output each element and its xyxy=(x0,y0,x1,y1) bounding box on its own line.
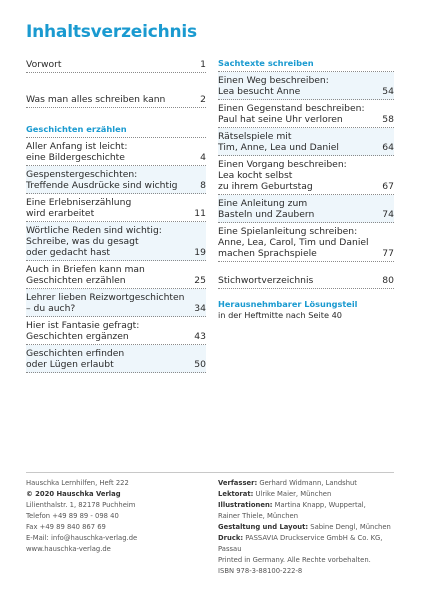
toc-entry[interactable] xyxy=(218,100,394,128)
toc-entry-page: 19 xyxy=(194,247,206,258)
toc-entry[interactable] xyxy=(26,261,206,289)
toc-entry-title: Einen Gegenstand beschreiben: Paul hat seine Uhr verloren xyxy=(218,103,365,125)
page-title: Inhaltsverzeichnis xyxy=(26,22,197,42)
toc-list-right xyxy=(218,72,394,289)
imprint-divider xyxy=(26,472,394,473)
toc-entry[interactable] xyxy=(218,128,394,156)
toc-entry-title: Was man alles schreiben kann xyxy=(26,94,166,105)
section-heading-sachtexte: Sachtexte schreiben xyxy=(218,56,394,72)
toc-entry-title: Einen Vorgang beschreiben: Lea kocht selbst zu ihrem Geburtstag xyxy=(218,159,347,192)
toc-entry[interactable] xyxy=(218,156,394,195)
imprint-line: Telefon +49 89 89 - 098 40 xyxy=(26,512,119,520)
toc-entry-title: Eine Anleitung zum Basteln und Zaubern xyxy=(218,198,315,220)
toc-entry-page: 54 xyxy=(382,86,394,97)
toc-entry[interactable] xyxy=(26,289,206,317)
toc-entry-page: 64 xyxy=(382,142,394,153)
toc-entry[interactable] xyxy=(26,91,206,108)
solutions-note-text: in der Heftmitte nach Seite 40 xyxy=(218,309,342,320)
toc-entry-title: Aller Anfang ist leicht: eine Bildergeschichte xyxy=(26,141,128,163)
imprint-line: Lilienthalstr. 1, 82178 Puchheim xyxy=(26,501,136,509)
solutions-note-title: Herausnehmbarer Lösungsteil xyxy=(218,299,358,309)
imprint-line: Rainer Thiele, München xyxy=(218,512,299,520)
toc-list-left xyxy=(26,138,206,373)
toc-entry-page: 67 xyxy=(382,181,394,192)
toc-entry-title: Rätselspiele mit Tim, Anne, Lea und Daniel xyxy=(218,131,339,153)
imprint-line: Hauschka Lernhilfen, Heft 222 xyxy=(26,479,129,487)
toc-entry-page: 2 xyxy=(200,94,206,105)
toc-left-column xyxy=(26,56,206,373)
toc-entry-title: Geschichten erfinden oder Lügen erlaubt xyxy=(26,348,125,370)
toc-entry-page: 8 xyxy=(200,180,206,191)
toc-entry-title: Gespenstergeschichten: Treffende Ausdrücke sind wichtig xyxy=(26,169,178,191)
toc-entry-title: Wörtliche Reden sind wichtig: Schreibe, was du gesagt oder gedacht hast xyxy=(26,225,162,258)
toc-entry-title: Lehrer lieben Reizwortgeschichten – du auch? xyxy=(26,292,185,314)
toc-entry-page: 1 xyxy=(200,59,206,70)
toc-entry-page: 34 xyxy=(194,303,206,314)
toc-entry-page: 77 xyxy=(382,248,394,259)
imprint-line: © 2020 Hauschka Verlag xyxy=(26,490,121,498)
toc-entry-title: Eine Spielanleitung schreiben: Anne, Lea, Carol, Tim und Daniel machen Sprachspiele xyxy=(218,226,369,259)
toc-entry-page: 74 xyxy=(382,209,394,220)
toc-entry[interactable] xyxy=(218,195,394,223)
toc-entry[interactable] xyxy=(218,272,394,289)
toc-entry[interactable] xyxy=(218,72,394,100)
toc-entry[interactable] xyxy=(218,223,394,262)
imprint-line: E-Mail: info@hauschka-verlag.de xyxy=(26,534,138,542)
toc-entry-title: Vorwort xyxy=(26,59,62,70)
toc-entry-page: 43 xyxy=(194,331,206,342)
toc-entry-page: 4 xyxy=(200,152,206,163)
imprint-line: ISBN 978-3-88100-222-8 xyxy=(218,567,303,575)
toc-entry-title: Stichwortverzeichnis xyxy=(218,275,314,286)
toc-entry-title: Hier ist Fantasie gefragt: Geschichten ergänzen xyxy=(26,320,140,342)
imprint-publisher xyxy=(26,478,206,555)
toc-entry-page: 80 xyxy=(382,275,394,286)
toc-right-column xyxy=(218,56,394,320)
toc-entry-title: Eine Erlebniserzählung wird erarbeitet xyxy=(26,197,132,219)
section-heading-geschichten: Geschichten erzählen xyxy=(26,122,206,138)
toc-entry-page: 25 xyxy=(194,275,206,286)
toc-entry[interactable] xyxy=(26,345,206,373)
imprint-line: Printed in Germany. Alle Rechte vorbehalten. xyxy=(218,556,371,564)
imprint-line: Verfasser: Gerhard Widmann, Landshut xyxy=(218,479,357,487)
toc-entry[interactable] xyxy=(26,138,206,166)
toc-entry[interactable] xyxy=(26,194,206,222)
toc-entry-title: Einen Weg beschreiben: Lea besucht Anne xyxy=(218,75,329,97)
toc-entry[interactable] xyxy=(26,222,206,261)
toc-entry[interactable] xyxy=(26,317,206,345)
imprint-line: Lektorat: Ulrike Maier, München xyxy=(218,490,332,498)
toc-entry-page: 11 xyxy=(194,208,206,219)
toc-entry-title: Auch in Briefen kann man Geschichten erzählen xyxy=(26,264,145,286)
imprint-line: Fax +49 89 840 867 69 xyxy=(26,523,106,531)
imprint-line: www.hauschka-verlag.de xyxy=(26,545,111,553)
toc-entry-page: 50 xyxy=(194,359,206,370)
solutions-note xyxy=(218,299,394,320)
imprint-line: Druck: PASSAVIA Druckservice GmbH & Co. KG, Passau xyxy=(218,534,383,553)
toc-entry[interactable] xyxy=(26,56,206,73)
imprint-line: Illustrationen: Martina Knapp, Wuppertal, xyxy=(218,501,366,509)
toc-entry[interactable] xyxy=(26,166,206,194)
toc-entry-page: 58 xyxy=(382,114,394,125)
imprint-credits xyxy=(218,478,408,577)
imprint-line: Gestaltung und Layout: Sabine Dengl, München xyxy=(218,523,391,531)
